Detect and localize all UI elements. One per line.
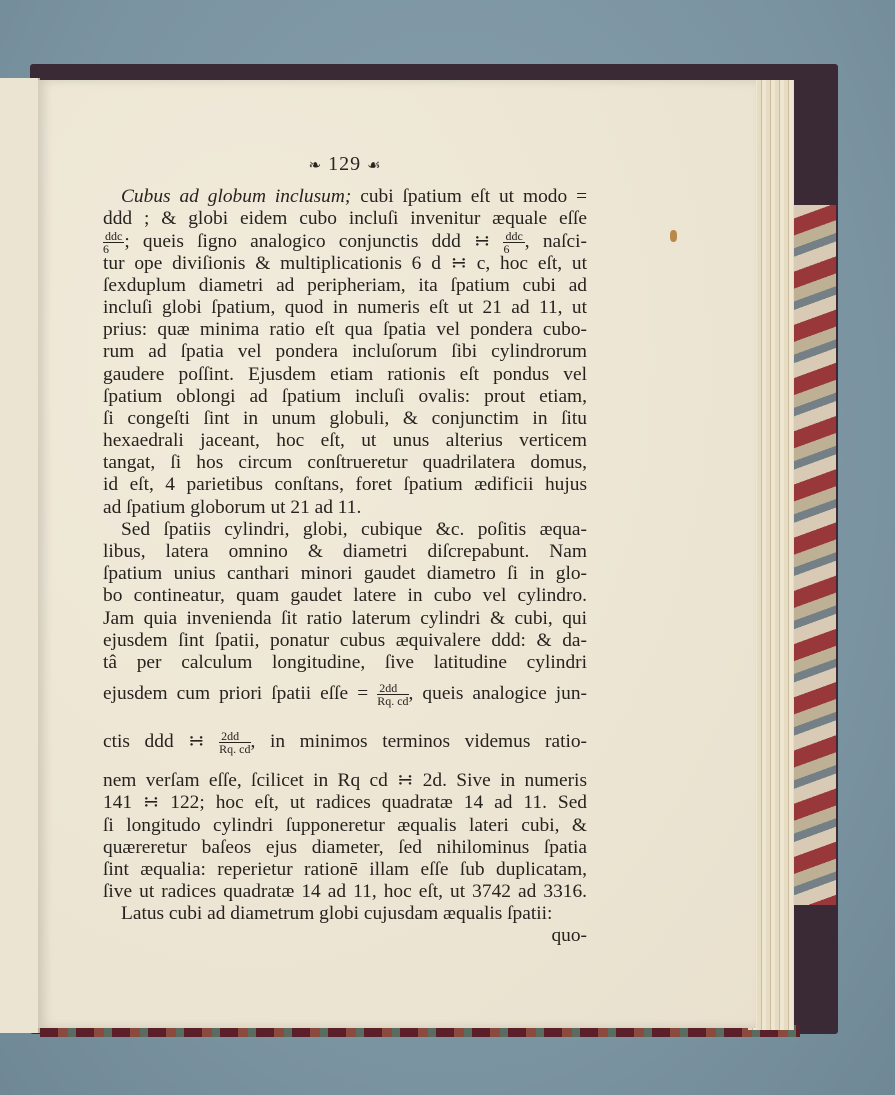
line-text: 141 ∺ 122; hoc eſt, ut radices quadratæ 14 ad 11. Sed xyxy=(103,792,587,814)
text-line xyxy=(103,563,587,585)
line-text: id eſt, 4 parietibus conſtans, foret ſpatium ædificii hujus xyxy=(103,474,587,496)
denominator: 6 xyxy=(103,242,109,257)
marbled-cover-edge xyxy=(790,205,836,905)
line-text: ſexduplum diametri ad peripheriam, ita ſpatium cubi ad xyxy=(103,274,587,296)
numerator: 2dd xyxy=(377,682,408,695)
line-text: tangat, ſi hos circum conſtrueretur quadrilatera domus, xyxy=(103,452,587,474)
text-line xyxy=(103,186,587,208)
denominator: 6 xyxy=(503,242,510,257)
text-line xyxy=(103,253,587,275)
line-text: tur ope diviſionis & multiplicationis 6 d ∺ c, hoc eſt, ut xyxy=(103,252,587,274)
text-line xyxy=(103,792,587,814)
text-line xyxy=(103,452,587,474)
text-line xyxy=(103,364,587,386)
text-line xyxy=(103,229,587,257)
text-line xyxy=(103,408,587,430)
page-number: 129 xyxy=(328,153,362,175)
page-header xyxy=(280,153,410,176)
text-line xyxy=(103,881,587,903)
denominator: Rq. cd xyxy=(377,694,409,709)
line-text: cubi ſpatium eſt ut modo = xyxy=(351,186,587,207)
line-text: Latus cubi ad diametrum globi cujusdam æqualis ſpatii: xyxy=(121,903,553,925)
text-line xyxy=(103,722,587,770)
ornament-right-icon: ☙ xyxy=(367,158,382,174)
text-line xyxy=(103,630,587,652)
numerator: ddc xyxy=(505,229,523,244)
facing-page-edge xyxy=(0,78,40,1033)
text-line xyxy=(103,903,587,925)
line-text: gaudere poſſint. Ejusdem etiam rationis eſt pondus vel xyxy=(103,363,587,385)
text-line xyxy=(103,208,587,230)
line-text: hexaedrali jaceant, hoc eſt, ut unus alterius verticem xyxy=(103,430,587,452)
line-text: ejusdem ſint ſpatii, ponatur cubus æquivalere ddd: & da- xyxy=(103,629,587,651)
text-line xyxy=(103,474,587,496)
text-line xyxy=(103,608,587,630)
line-text: Jam quia invenienda ſit ratio laterum cylindri & cubi, qui xyxy=(103,607,587,629)
text-line xyxy=(103,341,587,363)
line-text: ejusdem cum priori ſpatii eſſe = xyxy=(103,683,378,705)
text-line xyxy=(103,319,587,341)
text-line xyxy=(103,837,587,859)
paper-stain xyxy=(670,230,677,242)
line-text: ; queis ſigno analogico conjunctis ddd ∺ xyxy=(124,231,504,253)
text-line xyxy=(103,297,587,319)
line-text: ſi congeſti ſint in unum globuli, & conjunctim in ſitu xyxy=(103,407,587,429)
text-line xyxy=(103,497,587,519)
line-text: bo contineatur, quam gaudet latere in cubo vel cylindro. xyxy=(103,585,587,607)
numerator: ddc xyxy=(105,229,123,244)
line-text: Sed ſpatiis cylindri, globi, cubique &c. poſitis æqua- xyxy=(121,518,587,540)
line-text: ſi longitudo cylindri ſupponeretur æqualis lateri cubi, & xyxy=(103,814,587,836)
line-text: ſint æqualia: reperietur rationē illam eſſe ſub duplicatam, xyxy=(103,858,587,880)
line-text: ad ſpatium globorum ut 21 ad 11. xyxy=(103,496,362,518)
line-text: rum ad ſpatia vel pondera incluſorum ſibi cylindrorum xyxy=(103,341,587,363)
line-text: ſpatium unius canthari minori gaudet diametro ſi in glo- xyxy=(103,563,587,585)
numerator: 2dd xyxy=(219,730,250,743)
line-text: tâ per calculum longitudine, ſive latitudine cylindri xyxy=(103,651,587,673)
body-text xyxy=(103,186,587,948)
line-text: ſive ut radices quadratæ 14 ad 11, hoc eſt, ut 3742 ad 3316. xyxy=(103,881,587,903)
line-text: prius: quæ minima ratio eſt qua ſpatia vel pondera cubo- xyxy=(103,319,587,341)
fraction xyxy=(219,730,250,755)
text-line xyxy=(103,275,587,297)
text-line xyxy=(103,859,587,881)
catchword-text: quo- xyxy=(551,925,587,947)
text-line xyxy=(103,652,587,674)
line-text: libus, latera omnino & diametri diſcrepabunt. Nam xyxy=(103,541,587,562)
line-text: , naſci- xyxy=(524,231,587,253)
line-text: , in minimos terminos videmus ratio- xyxy=(250,731,587,753)
line-text: incluſi globi ſpatium, quod in numeris eſt ut 21 ad 11, ut xyxy=(103,296,587,318)
line-text: quæreretur baſeos ejus diameter, ſed nihilominus ſpatia xyxy=(103,836,587,858)
line-text: ctis ddd ∺ xyxy=(103,731,220,753)
fraction xyxy=(377,682,408,707)
line-text: , queis analogice jun- xyxy=(408,683,587,705)
catchword xyxy=(103,925,587,947)
ornament-left-icon: ❧ xyxy=(308,158,323,174)
text-line xyxy=(103,674,587,722)
line-text: ddd ; & globi eidem cubo incluſi invenitur æquale eſſe xyxy=(103,208,587,230)
italic-heading: Cubus ad globum inclusum; xyxy=(121,186,352,207)
line-text: ſpatium oblongi ad ſpatium incluſi ovalis: prout etiam, xyxy=(103,385,587,407)
denominator: Rq. cd xyxy=(219,742,251,757)
text-line xyxy=(103,815,587,837)
text-line xyxy=(103,541,587,563)
text-line xyxy=(103,585,587,607)
text-line xyxy=(103,770,587,792)
text-line xyxy=(103,430,587,452)
text-line xyxy=(103,386,587,408)
text-line xyxy=(103,519,587,541)
line-text: nem verſam eſſe, ſcilicet in Rq cd ∺ 2d. Sive in numeris xyxy=(103,770,587,792)
